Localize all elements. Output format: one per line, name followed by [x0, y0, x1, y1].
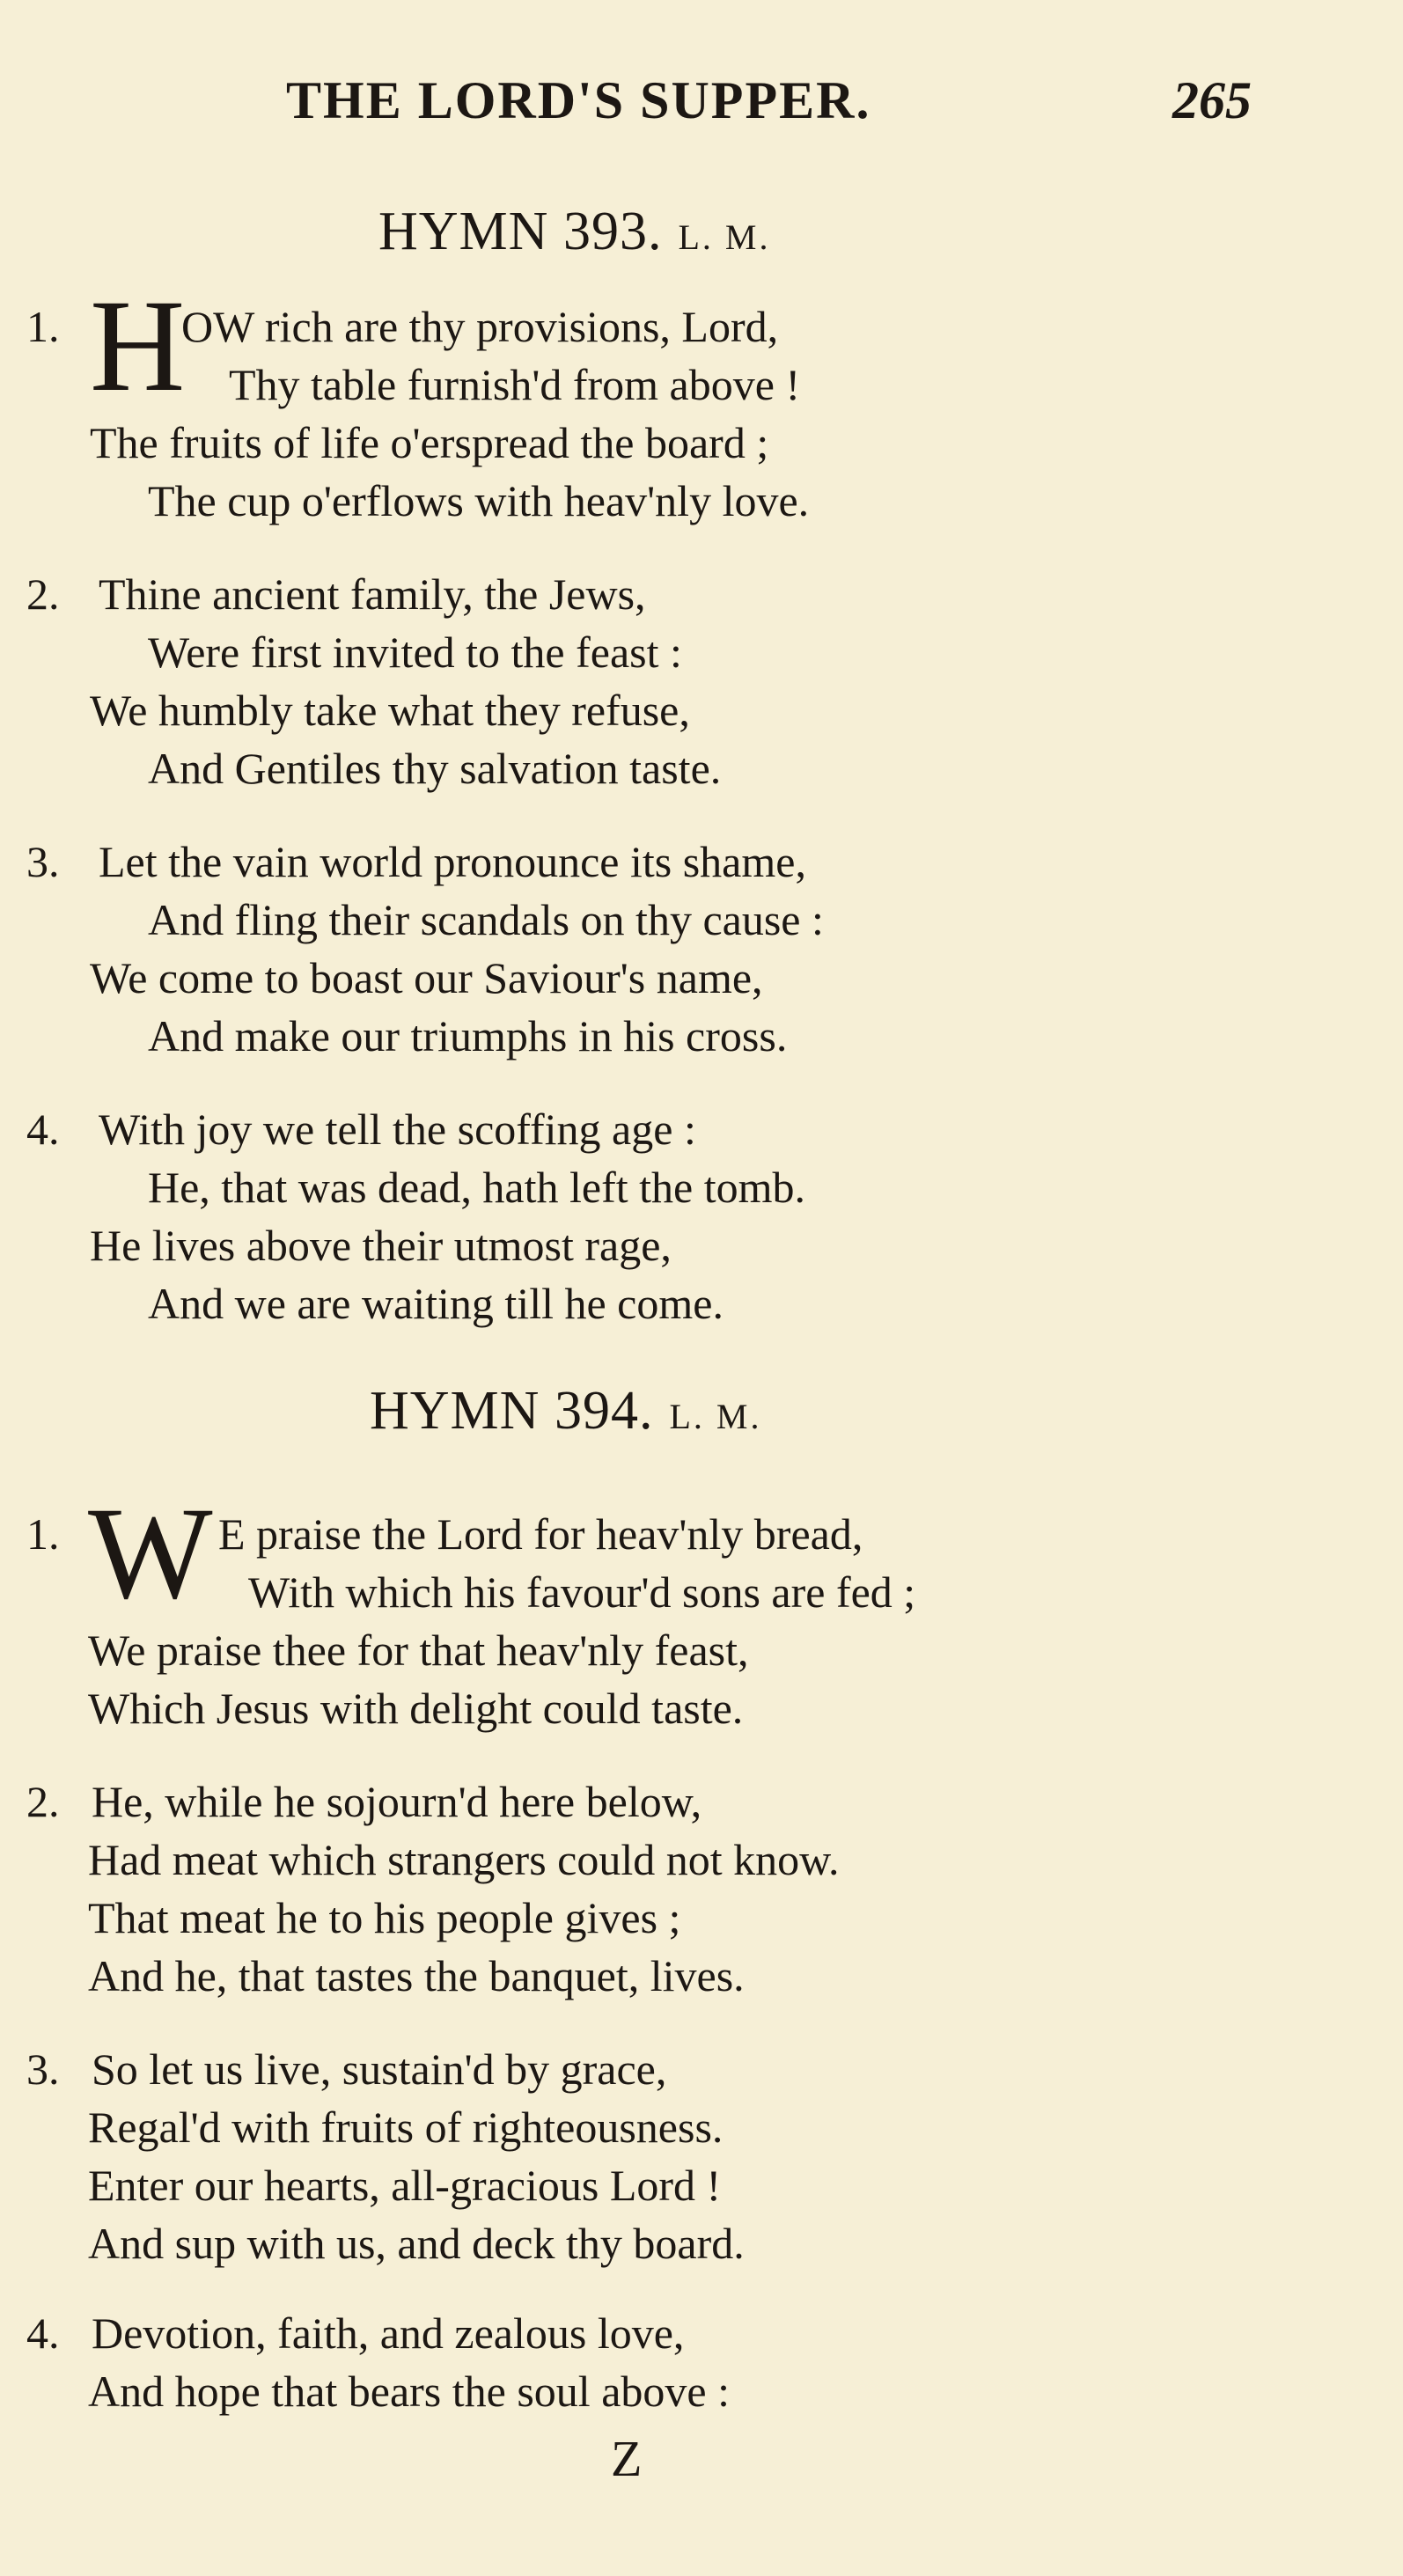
verse-line: And sup with us, and deck thy board.	[88, 2219, 745, 2268]
verse-line: We come to boast our Saviour's name,	[90, 953, 763, 1002]
verse-line: He, while he sojourn'd here below,	[92, 1777, 702, 1826]
hymn-number: HYMN 394.	[370, 1381, 654, 1441]
verse-line: We humbly take what they refuse,	[90, 686, 690, 735]
verse-line: With joy we tell the scoffing age :	[99, 1105, 696, 1154]
verse-line: Enter our hearts, all-gracious Lord !	[88, 2161, 722, 2210]
drop-cap: H	[90, 273, 186, 419]
verse-line: The fruits of life o'erspread the board ;	[90, 418, 769, 467]
verse-number: 2.	[26, 569, 60, 619]
verse-line: And hope that bears the soul above :	[88, 2367, 730, 2416]
hymn-meter: L. M.	[678, 217, 771, 257]
verse-line: Devotion, faith, and zealous love,	[92, 2308, 685, 2358]
hymn-394-title	[370, 1380, 761, 1442]
verse-number: 3.	[26, 2044, 60, 2094]
verse-line: Thine ancient family, the Jews,	[99, 569, 646, 619]
running-head	[0, 70, 1403, 141]
verse-line: Thy table furnish'd from above !	[229, 360, 801, 409]
verse-line: E praise the Lord for heav'nly bread,	[218, 1509, 863, 1559]
verse-line: And Gentiles thy salvation taste.	[148, 744, 722, 793]
verse-line: Had meat which strangers could not know.	[88, 1835, 840, 1884]
verse-line: Regal'd with fruits of righteousness.	[88, 2103, 724, 2152]
verse-number: 4.	[26, 2308, 60, 2358]
verse-line: He lives above their utmost rage,	[90, 1221, 672, 1270]
verse-line: That meat he to his people gives ;	[88, 1893, 681, 1942]
verse-line: We praise thee for that heav'nly feast,	[88, 1626, 749, 1675]
verse-line: The cup o'erflows with heav'nly love.	[148, 476, 810, 525]
verse-line: With which his favour'd sons are fed ;	[248, 1567, 916, 1617]
verse-line: Which Jesus with delight could taste.	[88, 1684, 744, 1733]
verse-line: And we are waiting till he come.	[148, 1279, 724, 1328]
verse-number: 4.	[26, 1105, 60, 1154]
running-title: THE LORD'S SUPPER.	[286, 71, 871, 129]
hymn-393-title	[378, 201, 770, 263]
verse-line: And make our triumphs in his cross.	[148, 1011, 788, 1060]
verse-number: 1.	[26, 302, 60, 351]
hymn-meter: L. M.	[669, 1397, 762, 1436]
verse-line: And he, that tastes the banquet, lives.	[88, 1951, 745, 2000]
verse-line: So let us live, sustain'd by grace,	[92, 2044, 667, 2094]
page-number: 265	[1172, 71, 1252, 129]
drop-cap: W	[88, 1480, 213, 1626]
verse-line: Were first invited to the feast :	[148, 627, 682, 677]
verse-line: He, that was dead, hath left the tomb.	[148, 1163, 805, 1212]
hymn-number: HYMN 393.	[378, 202, 663, 261]
verse-number: 3.	[26, 837, 60, 886]
verse-line: Let the vain world pronounce its shame,	[99, 837, 806, 886]
signature-mark: Z	[611, 2430, 643, 2487]
verse-number: 1.	[26, 1509, 60, 1559]
verse-number: 2.	[26, 1777, 60, 1826]
verse-line: And fling their scandals on thy cause :	[148, 895, 824, 944]
verse-line: OW rich are thy provisions, Lord,	[181, 302, 779, 351]
